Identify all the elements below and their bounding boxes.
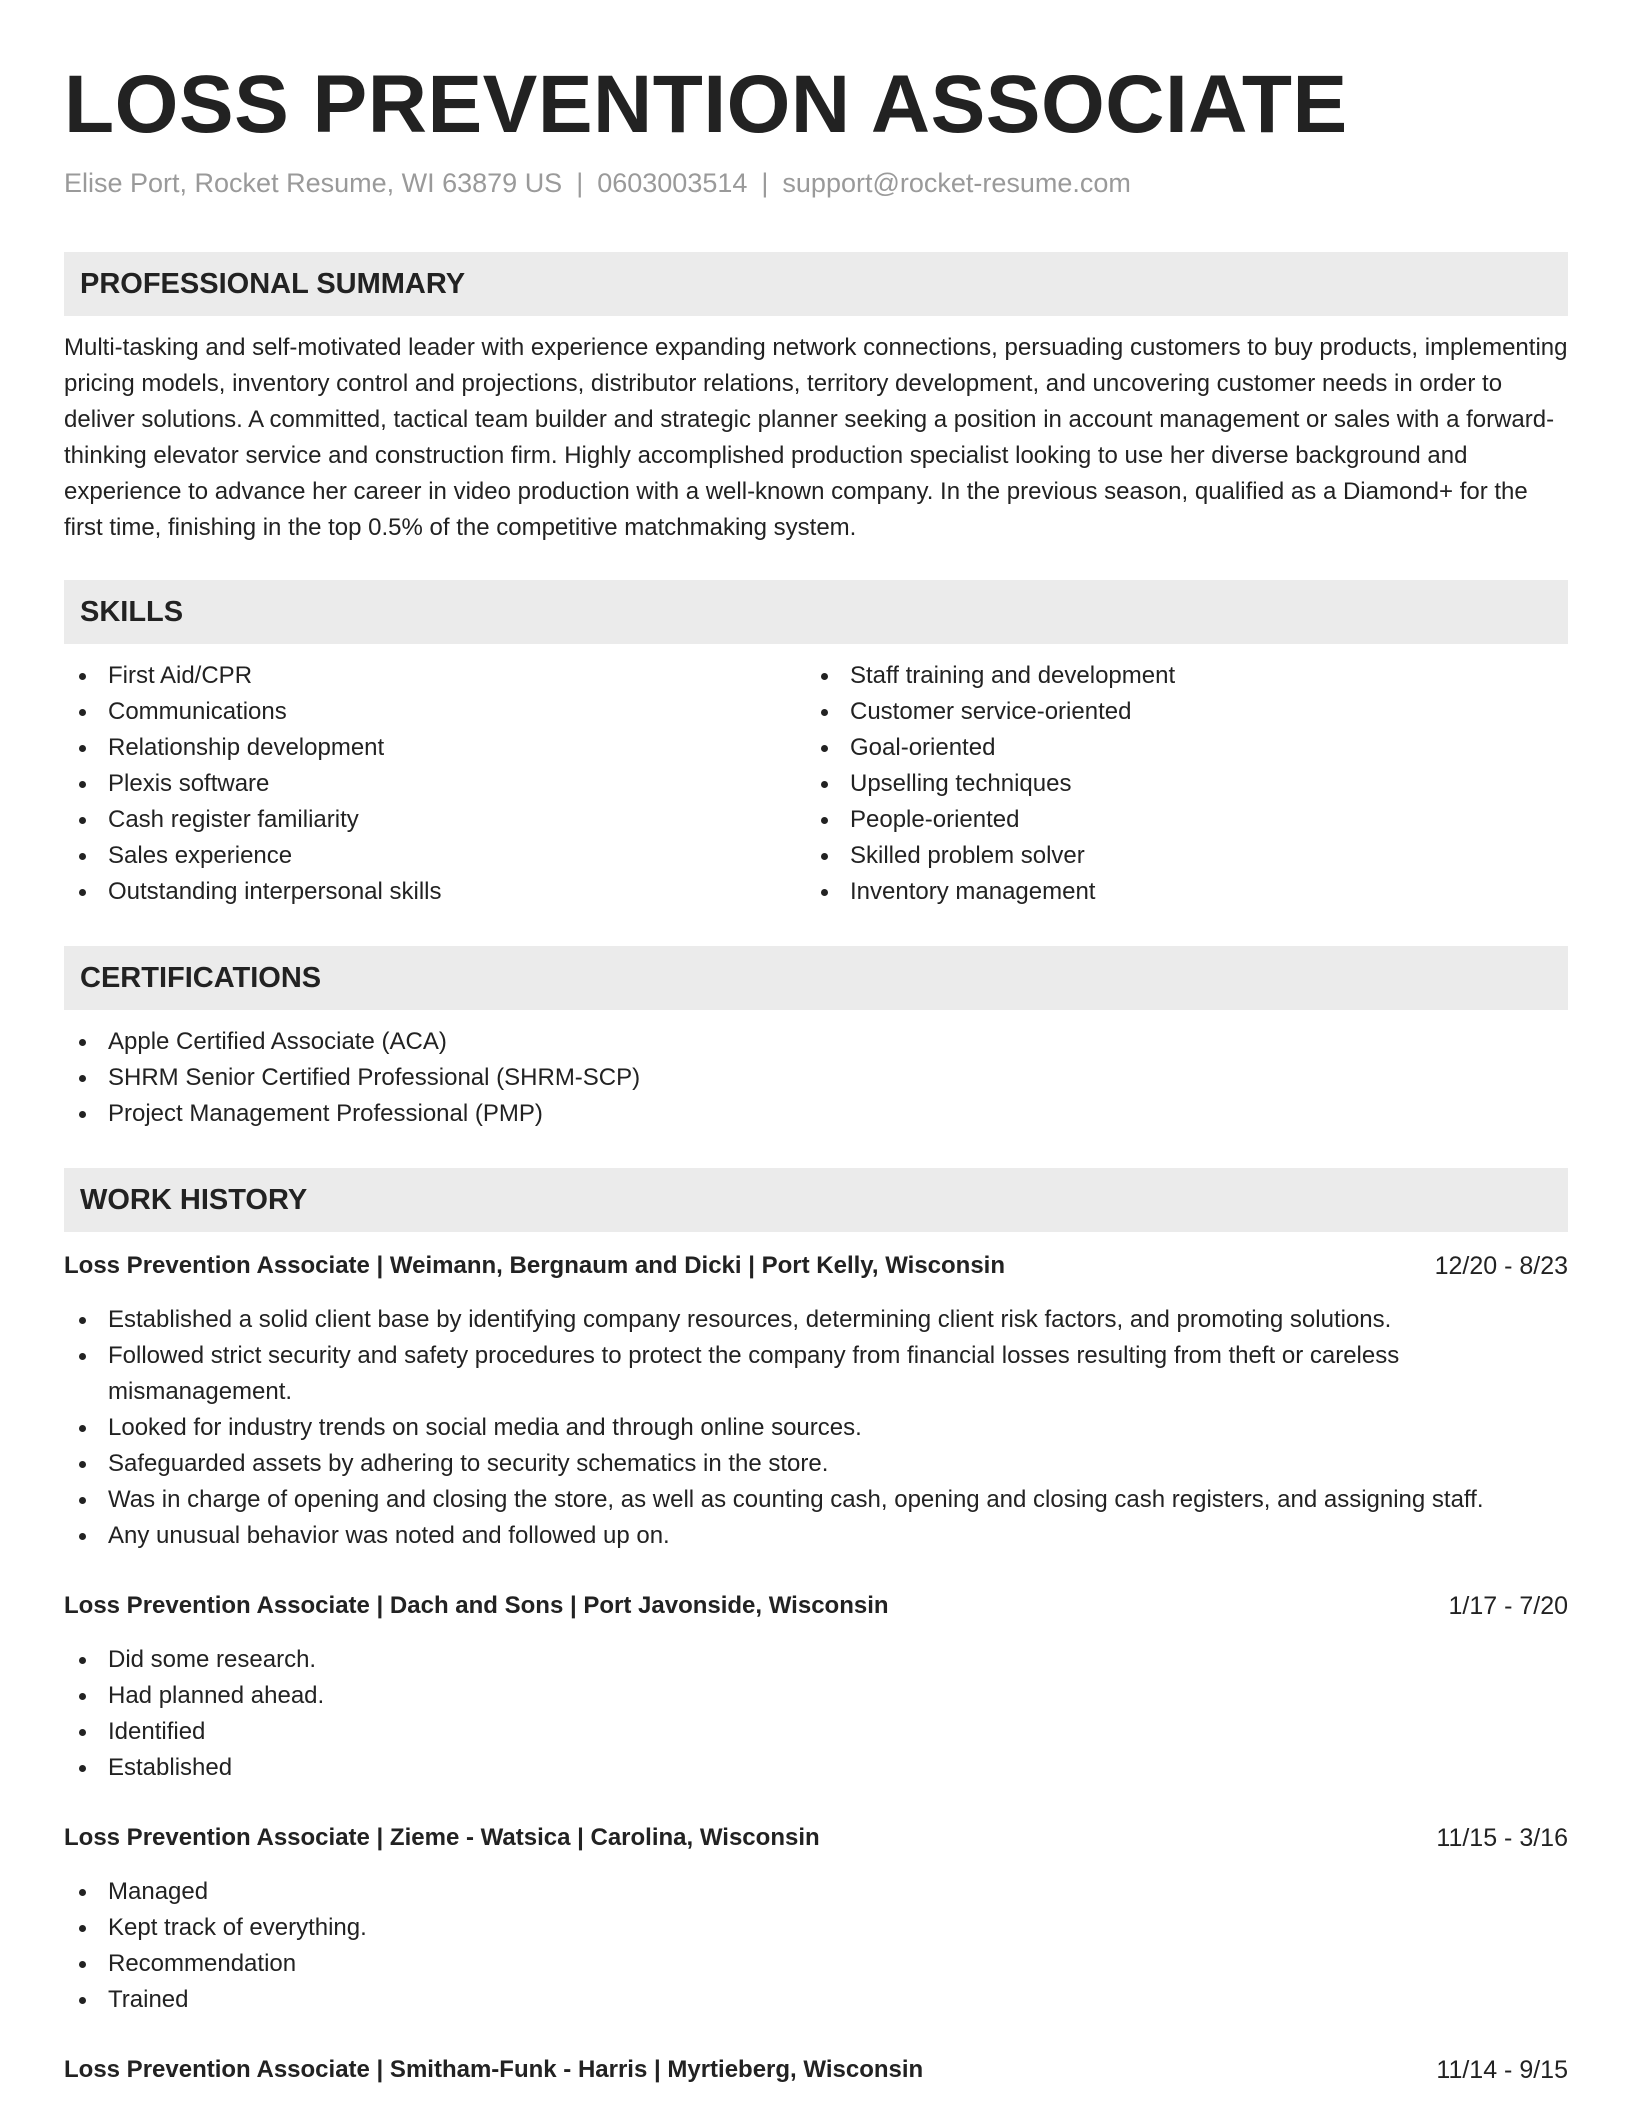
job-dates: 11/15 - 3/16 [1436,1824,1568,1852]
skill-item: Goal-oriented [806,730,1568,766]
bullet-dot [79,1961,86,1968]
bullet-dot [79,673,86,680]
bullet-dot [79,1729,86,1736]
skill-item: Communications [64,694,784,730]
skill-item: Upselling techniques [806,766,1568,802]
bullet-dot [821,889,828,896]
job-bullet: Identified [64,1714,1568,1750]
job-bullet: Established a solid client base by identifying company resources, determining client risk factors, and promoting solutions. [64,1302,1568,1338]
bullet-dot [821,745,828,752]
bullet-dot [79,1889,86,1896]
skill-item: People-oriented [806,802,1568,838]
skill-item: Customer service-oriented [806,694,1568,730]
contact-separator: | [761,168,769,198]
job-bullets [64,1302,1568,1554]
bullet-dot [821,781,828,788]
bullet-dot [79,1111,86,1118]
certification-item: Project Management Professional (PMP) [64,1096,1568,1132]
resume-title: LOSS PREVENTION ASSOCIATE [64,59,1348,150]
job-bullet: Recommendation [64,1946,1568,1982]
contact-phone: 0603003514 [597,168,748,198]
job-bullet: Safeguarded assets by adhering to security schematics in the store. [64,1446,1568,1482]
bullet-dot [79,1353,86,1360]
certification-item: SHRM Senior Certified Professional (SHRM-SCP) [64,1060,1568,1096]
job-bullet: Any unusual behavior was noted and followed up on. [64,1518,1568,1554]
bullet-dot [821,853,828,860]
job-bullet: Followed strict security and safety procedures to protect the company from financial losses resulting from theft or careless mismanagement. [64,1338,1568,1410]
bullet-dot [821,673,828,680]
bullet-dot [79,889,86,896]
job-bullet: Trained [64,1982,1568,2018]
bullet-dot [79,1693,86,1700]
skill-item: First Aid/CPR [64,658,784,694]
work-history-heading: WORK HISTORY [64,1168,1568,1232]
job-bullet: Looked for industry trends on social media and through online sources. [64,1410,1568,1446]
job-title: Loss Prevention Associate | Weimann, Bergnaum and Dicki | Port Kelly, Wisconsin [64,1252,1006,1279]
bullet-dot [79,1461,86,1468]
skill-item: Staff training and development [806,658,1568,694]
bullet-dot [79,817,86,824]
job-bullet: Was in charge of opening and closing the store, as well as counting cash, opening and closing cash registers, and assigning staff. [64,1482,1568,1518]
contact-line [64,168,1131,199]
job-dates: 1/17 - 7/20 [1448,1592,1568,1620]
contact-separator: | [576,168,584,198]
job-bullet: Had planned ahead. [64,1678,1568,1714]
skills-heading: SKILLS [64,580,1568,644]
bullet-dot [79,853,86,860]
certification-item: Apple Certified Associate (ACA) [64,1024,1568,1060]
certifications-heading: CERTIFICATIONS [64,946,1568,1010]
contact-address: Elise Port, Rocket Resume, WI 63879 US [64,168,563,198]
skill-item: Sales experience [64,838,784,874]
summary-heading: PROFESSIONAL SUMMARY [64,252,1568,316]
summary-text: Multi-tasking and self-motivated leader with experience expanding network connections, persuading customers to buy products, implementing pricing models, inventory control and projections, distributor relations, territory development, and uncovering customer needs in order to deliver solutions. A committed, tactical team builder and strategic planner seeking a position in account management or sales with a forward-thinking elevator service and construction firm. Highly accomplished production specialist looking to use her diverse background and experience to advance her career in video production with a well-known company. In the previous season, qualified as a Diamond+ for the first time, finishing in the top 0.5% of the competitive matchmaking system. [64,334,1568,541]
bullet-dot [79,1075,86,1082]
bullet-dot [79,709,86,716]
skills-list-right [806,658,1568,910]
bullet-dot [79,1039,86,1046]
bullet-dot [79,1317,86,1324]
job-title: Loss Prevention Associate | Zieme - Watsica | Carolina, Wisconsin [64,1824,820,1851]
job-bullet: Established [64,1750,1568,1786]
skill-item: Cash register familiarity [64,802,784,838]
skills-list-left [64,658,784,910]
bullet-dot [79,1997,86,2004]
bullet-dot [79,1425,86,1432]
bullet-dot [79,1497,86,1504]
job-dates: 12/20 - 8/23 [1434,1252,1568,1280]
skill-item: Skilled problem solver [806,838,1568,874]
skill-item: Outstanding interpersonal skills [64,874,784,910]
certifications-list [64,1024,1568,1132]
bullet-dot [79,1925,86,1932]
skill-item: Inventory management [806,874,1568,910]
job-dates: 11/14 - 9/15 [1436,2056,1568,2084]
skill-item: Plexis software [64,766,784,802]
skill-item: Relationship development [64,730,784,766]
bullet-dot [821,817,828,824]
contact-email[interactable]: support@rocket-resume.com [782,168,1131,198]
job-bullets [64,1642,1568,1786]
job-bullet: Kept track of everything. [64,1910,1568,1946]
bullet-dot [79,1533,86,1540]
bullet-dot [79,1765,86,1772]
job-title: Loss Prevention Associate | Dach and Sons | Port Javonside, Wisconsin [64,1592,889,1619]
bullet-dot [79,1657,86,1664]
bullet-dot [79,745,86,752]
job-title: Loss Prevention Associate | Smitham-Funk - Harris | Myrtieberg, Wisconsin [64,2056,924,2083]
job-bullets [64,1874,1568,2018]
bullet-dot [821,709,828,716]
bullet-dot [79,781,86,788]
job-bullet: Did some research. [64,1642,1568,1678]
job-bullet: Managed [64,1874,1568,1910]
